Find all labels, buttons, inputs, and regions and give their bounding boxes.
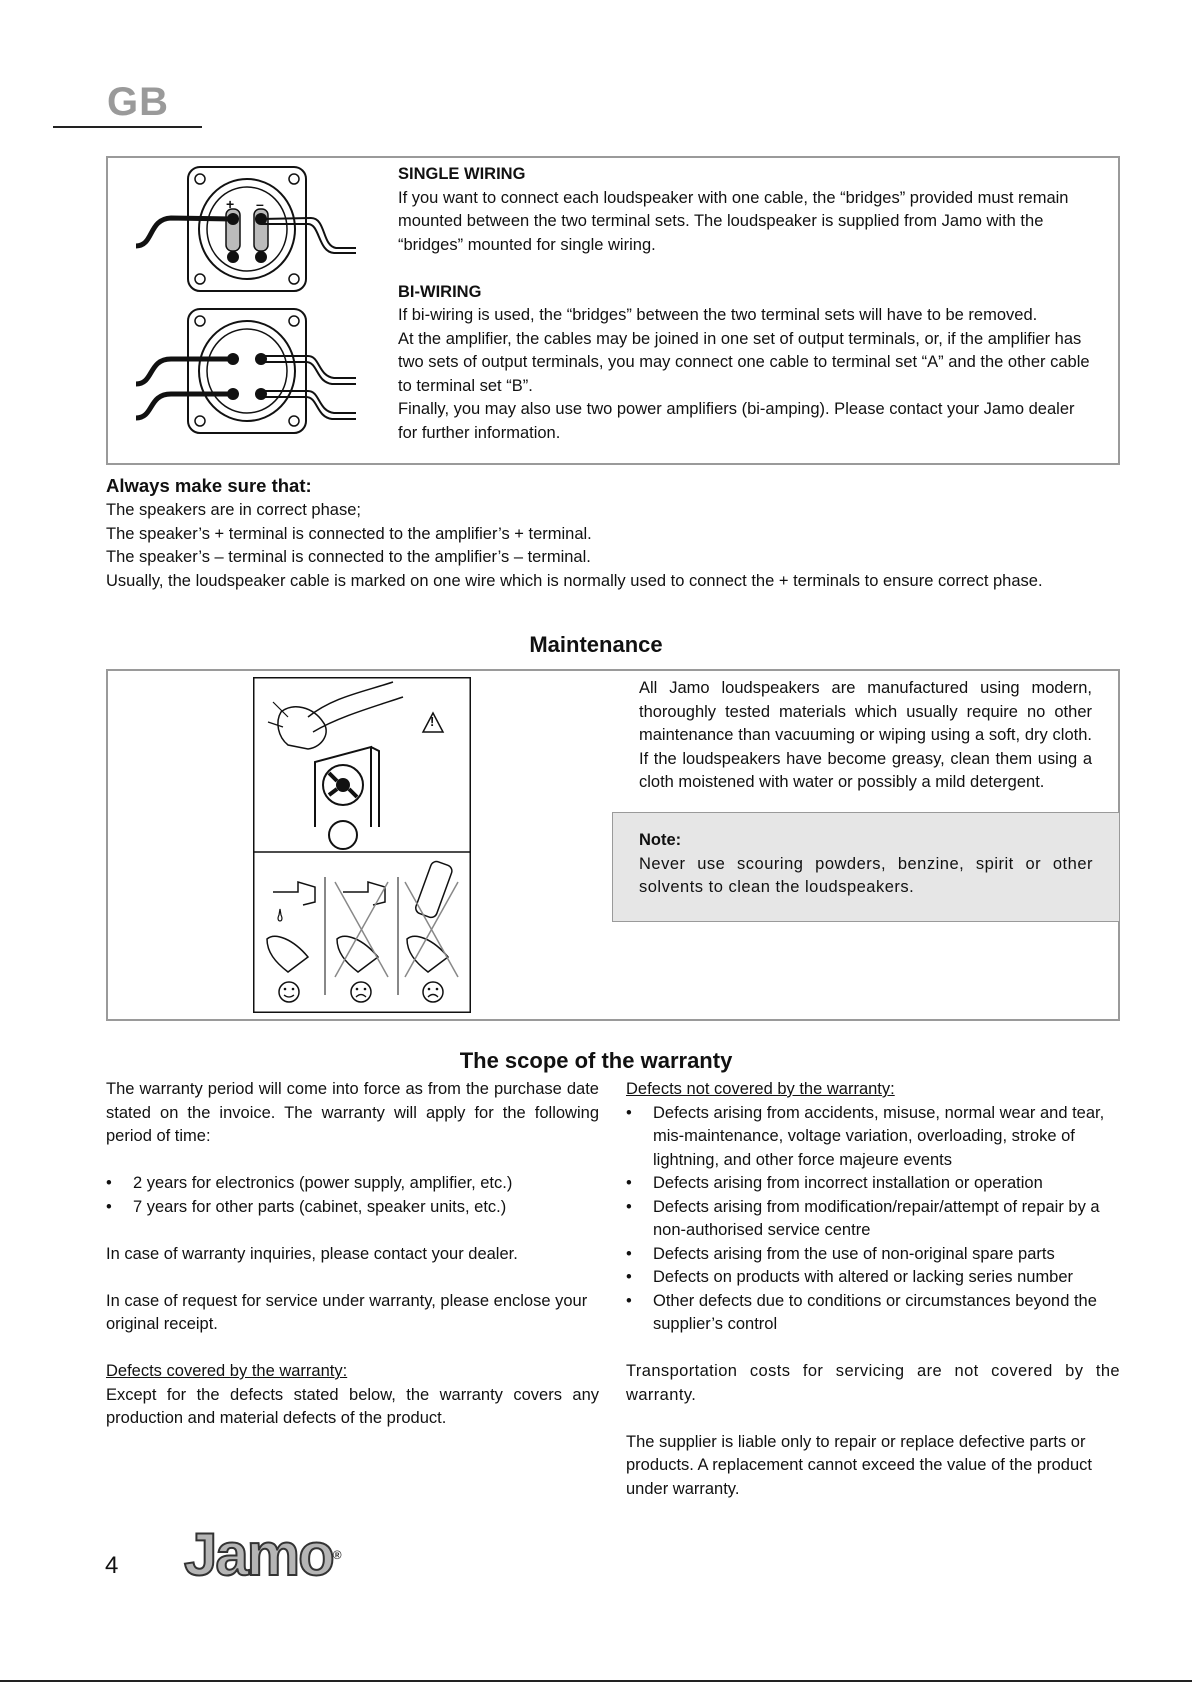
maintenance-title: Maintenance — [529, 632, 663, 657]
cleaning-illustration — [253, 677, 471, 1013]
always-line: The speaker’s – terminal is connected to the amplifier’s – terminal. — [106, 548, 591, 566]
warranty-receipt: In case of request for service under warranty, please enclose your original receipt. — [106, 1291, 588, 1333]
single-wiring-illustration — [136, 164, 364, 298]
transport-text: Transportation costs for servicing are not covered by the warranty. — [626, 1362, 1120, 1404]
warranty-inquiries: In case of warranty inquiries, please contact your dealer. — [106, 1244, 518, 1263]
header-rule — [53, 126, 202, 128]
not-covered-title: Defects not covered by the warranty: — [626, 1080, 895, 1098]
note-box — [612, 812, 1120, 922]
list-item: • Other defects due to conditions or circumstances beyond the supplier’s control — [626, 1290, 1120, 1337]
warranty-left-column — [106, 1078, 599, 1431]
bi-wiring-text-1: If bi-wiring is used, the “bridges” between the two terminal sets will have to be removed. — [398, 306, 1038, 324]
always-line: Usually, the loudspeaker cable is marked on one wire which is normally used to connect the + terminals to ensure correct phase. — [106, 571, 1043, 590]
warning-icon: ! — [430, 714, 435, 729]
language-code: GB — [107, 80, 169, 124]
liability-text: The supplier is liable only to repair or replace defective parts or products. A replacement cannot exceed the value of the product under warranty. — [626, 1432, 1092, 1498]
warranty-periods — [106, 1172, 599, 1219]
single-wiring-text: If you want to connect each loudspeaker with one cable, the “bridges” provided must remain mounted between the two terminal sets. The loudspeaker is supplied from Jamo with the “bridges” mounted for single wiring. — [398, 188, 1069, 254]
covered-title: Defects covered by the warranty: — [106, 1362, 348, 1380]
warranty-intro: The warranty period will come into force as from the purchase date stated on the invoice. The warranty will apply for the following period of time: — [106, 1080, 599, 1145]
terminal-plus-label: + — [226, 196, 235, 212]
covered-text: Except for the defects stated below, the warranty covers any production and material defects of the product. — [106, 1385, 599, 1427]
warranty-title: The scope of the warranty — [459, 1048, 733, 1073]
list-item: • 7 years for other parts (cabinet, speaker units, etc.) — [106, 1196, 599, 1220]
wiring-text — [398, 163, 1093, 445]
page-number: 4 — [105, 1552, 119, 1579]
list-item: • Defects arising from incorrect installation or operation — [626, 1172, 1120, 1196]
always-title: Always make sure that: — [106, 475, 312, 496]
always-line: The speakers are in correct phase; — [106, 501, 361, 519]
note-title: Note: — [639, 831, 682, 849]
registered-mark: ® — [332, 1548, 340, 1562]
note-text: Never use scouring powders, benzine, spirit or other solvents to clean the loudspeakers. — [639, 854, 1093, 896]
not-covered-list — [626, 1102, 1120, 1337]
bi-wiring-text-2: At the amplifier, the cables may be joined in one set of output terminals, or, if the amplifier has two sets of output terminals, you may connect one cable to terminal set “A” and the other cable to terminal set “B”. — [398, 329, 1090, 395]
maintenance-text: All Jamo loudspeakers are manufactured using modern, thoroughly tested materials which usually require no other maintenance than vacuuming or wiping using a soft, dry cloth. If the loudspeakers have become greasy, clean them using a cloth moistened with water or possibly a mild detergent. — [639, 679, 1092, 791]
list-item: • Defects arising from accidents, misuse, normal wear and tear, mis-maintenance, voltage variation, overloading, stroke of lightning, and other force majeure events — [626, 1102, 1120, 1173]
jamo-logo — [184, 1520, 340, 1590]
bottom-rule — [0, 1680, 1192, 1682]
bi-wiring-illustration — [136, 306, 364, 440]
warranty-right-column — [626, 1078, 1120, 1501]
terminal-minus-label: – — [256, 196, 264, 212]
always-section — [106, 473, 1126, 593]
bi-wiring-text-3: Finally, you may also use two power amplifiers (bi-amping). Please contact your Jamo dealer for further information. — [398, 400, 1075, 442]
logo-text: Jamo — [184, 1521, 333, 1588]
list-item: • Defects arising from the use of non-original spare parts — [626, 1243, 1120, 1267]
single-wiring-title: SINGLE WIRING — [398, 165, 526, 183]
bi-wiring-title: BI-WIRING — [398, 282, 482, 301]
list-item: • 2 years for electronics (power supply, amplifier, etc.) — [106, 1172, 599, 1196]
list-item: • Defects on products with altered or lacking series number — [626, 1266, 1120, 1290]
always-line: The speaker’s + terminal is connected to the amplifier’s + terminal. — [106, 524, 592, 543]
list-item: • Defects arising from modification/repair/attempt of repair by a non-authorised service centre — [626, 1196, 1120, 1243]
